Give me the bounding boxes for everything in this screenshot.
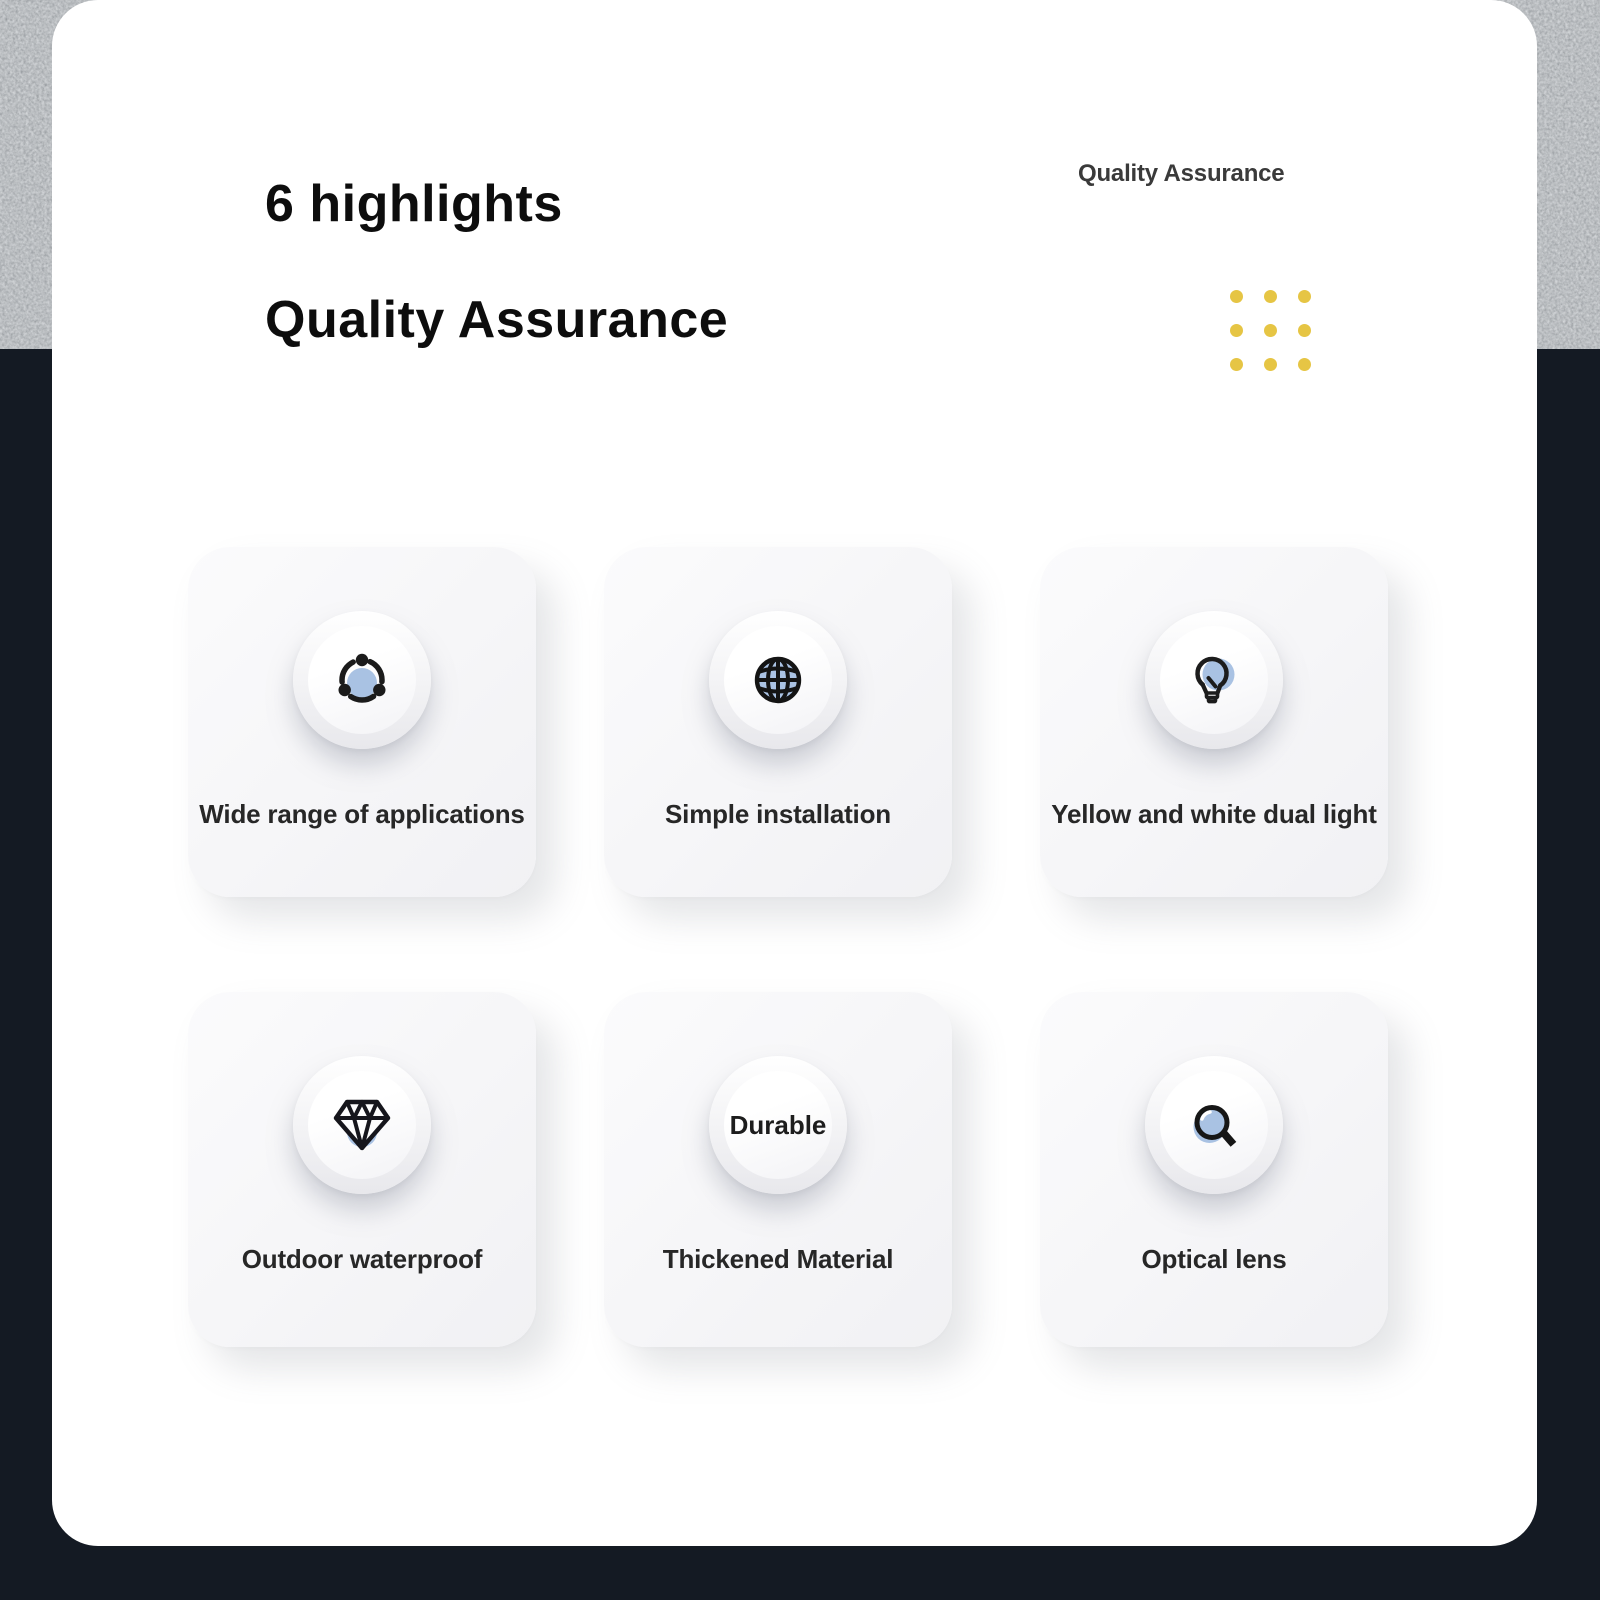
- dot: [1298, 324, 1311, 337]
- icon-disc-inner: [724, 626, 832, 734]
- feature-card-optical-lens: [1040, 992, 1388, 1347]
- card-label: Optical lens: [1141, 1244, 1287, 1274]
- card-label: Outdoor waterproof: [241, 1244, 483, 1274]
- feature-card-dual-light: [1040, 547, 1388, 897]
- icon-disc-inner: [724, 1071, 832, 1179]
- icon-disc-inner: [308, 1071, 416, 1179]
- bulb-icon: [1184, 650, 1244, 710]
- dot: [1230, 324, 1243, 337]
- subheadline: Quality Assurance: [265, 291, 729, 349]
- icon-disc: [709, 611, 847, 749]
- globe-icon: [748, 650, 808, 710]
- icon-disc: [1145, 611, 1283, 749]
- dot: [1230, 290, 1243, 303]
- card-label: Yellow and white dual light: [1051, 799, 1377, 829]
- dot: [1298, 290, 1311, 303]
- feature-card-wide-applications: [188, 547, 536, 897]
- yellow-dots-grid: [1230, 290, 1311, 371]
- durable-badge: Durable: [729, 1109, 827, 1140]
- dot: [1264, 358, 1277, 371]
- icon-disc-inner: [308, 626, 416, 734]
- icon-disc: [293, 611, 431, 749]
- share-icon: [332, 650, 392, 710]
- dot: [1298, 358, 1311, 371]
- icon-disc: [709, 1056, 847, 1194]
- icon-disc: [293, 1056, 431, 1194]
- diamond-icon: [330, 1096, 394, 1154]
- corner-label: Quality Assurance: [1078, 160, 1285, 187]
- dot: [1264, 290, 1277, 303]
- feature-card-thickened-material: [604, 992, 952, 1347]
- content-sheet: [52, 0, 1537, 1546]
- magnifier-icon: [1184, 1095, 1244, 1155]
- card-label: Simple installation: [665, 799, 891, 829]
- feature-card-outdoor-waterproof: [188, 992, 536, 1347]
- icon-disc: [1145, 1056, 1283, 1194]
- dot: [1230, 358, 1243, 371]
- feature-card-simple-installation: [604, 547, 952, 897]
- dot: [1264, 324, 1277, 337]
- icon-disc-inner: [1160, 626, 1268, 734]
- headline: 6 highlights: [265, 175, 563, 233]
- card-label: Thickened Material: [662, 1244, 894, 1274]
- icon-disc-inner: [1160, 1071, 1268, 1179]
- card-label: Wide range of applications: [199, 799, 525, 829]
